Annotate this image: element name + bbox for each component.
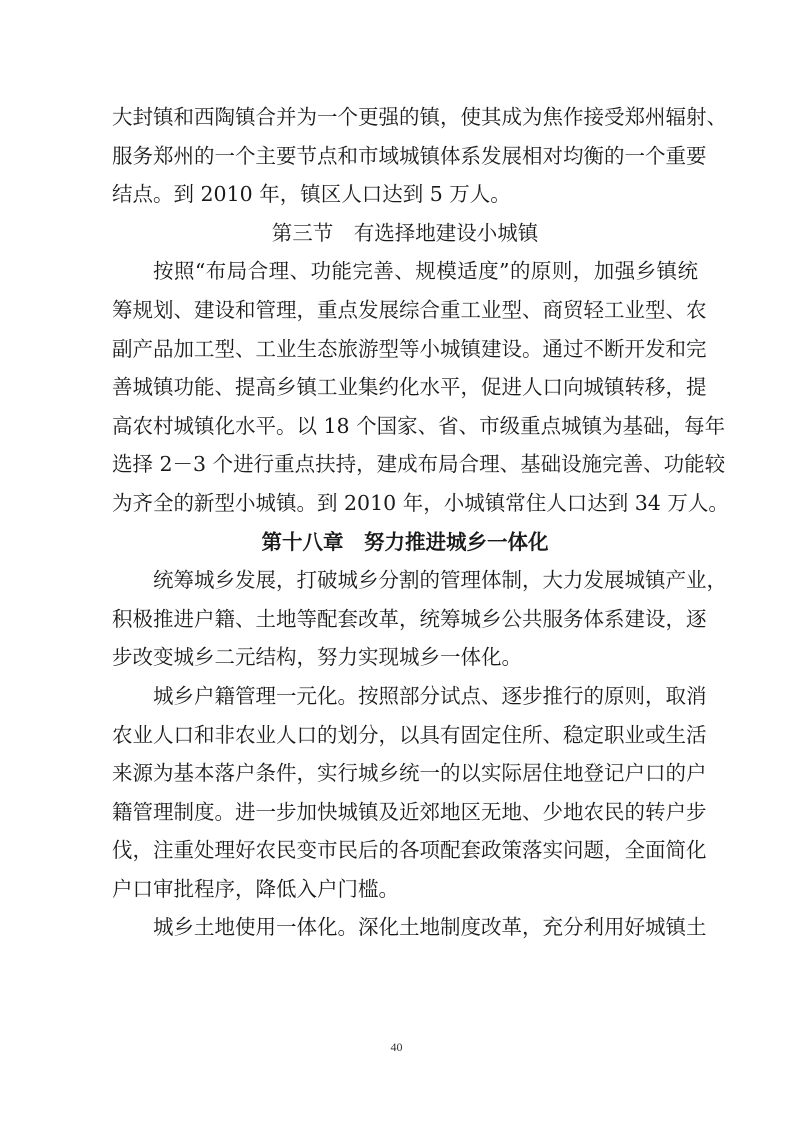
document-body — [112, 98, 729, 947]
body-line: 城乡户籍管理一元化。按照部分试点、逐步推行的原则，取消 — [153, 683, 707, 708]
body-line: 农业人口和非农业人口的划分，以具有固定住所、稳定职业或生活 — [112, 722, 707, 747]
body-line: 户口审批程序，降低入户门槛。 — [112, 876, 399, 901]
body-line: 选择 2－3 个进行重点扶持，建成布局合理、基础设施完善、功能较 — [112, 452, 726, 477]
body-line: 积极推进户籍、土地等配套改革，统筹城乡公共服务体系建设，逐 — [112, 606, 707, 631]
body-line: 籍管理制度。进一步加快城镇及近郊地区无地、少地农民的转户步 — [112, 799, 707, 824]
body-line: 按照“布局合理、功能完善、规模适度”的原则，加强乡镇统 — [153, 259, 698, 284]
body-line: 筹规划、建设和管理，重点发展综合重工业型、商贸轻工业型、农 — [112, 297, 707, 322]
body-line: 统筹城乡发展，打破城乡分割的管理体制，大力发展城镇产业， — [153, 568, 727, 593]
body-line: 为齐全的新型小城镇。到 2010 年，小城镇常住人口达到 34 万人。 — [112, 490, 729, 515]
body-line: 城乡土地使用一体化。深化土地制度改革，充分利用好城镇土 — [153, 915, 707, 940]
body-line: 服务郑州的一个主要节点和市域城镇体系发展相对均衡的一个重要 — [112, 143, 707, 168]
section-title: 第三节 有选择地建设小城镇 — [271, 220, 539, 245]
body-line: 副产品加工型、工业生态旅游型等小城镇建设。通过不断开发和完 — [112, 336, 707, 361]
body-line: 高农村城镇化水平。以 18 个国家、省、市级重点城镇为基础，每年 — [112, 413, 726, 438]
body-line: 伐，注重处理好农民变市民后的各项配套政策落实问题，全面简化 — [112, 838, 707, 863]
page-number: 40 — [390, 1040, 403, 1054]
body-line: 步改变城乡二元结构，努力实现城乡一体化。 — [112, 645, 522, 670]
body-line: 来源为基本落户条件，实行城乡统一的以实际居住地登记户口的户 — [112, 761, 707, 786]
chapter-title: 第十八章 努力推进城乡一体化 — [261, 529, 549, 554]
body-line: 结点。到 2010 年，镇区人口达到 5 万人。 — [112, 182, 511, 207]
body-line: 大封镇和西陶镇合并为一个更强的镇，使其成为焦作接受郑州辐射、 — [112, 105, 727, 129]
body-line: 善城镇功能、提高乡镇工业集约化水平，促进人口向城镇转移，提 — [112, 375, 707, 400]
